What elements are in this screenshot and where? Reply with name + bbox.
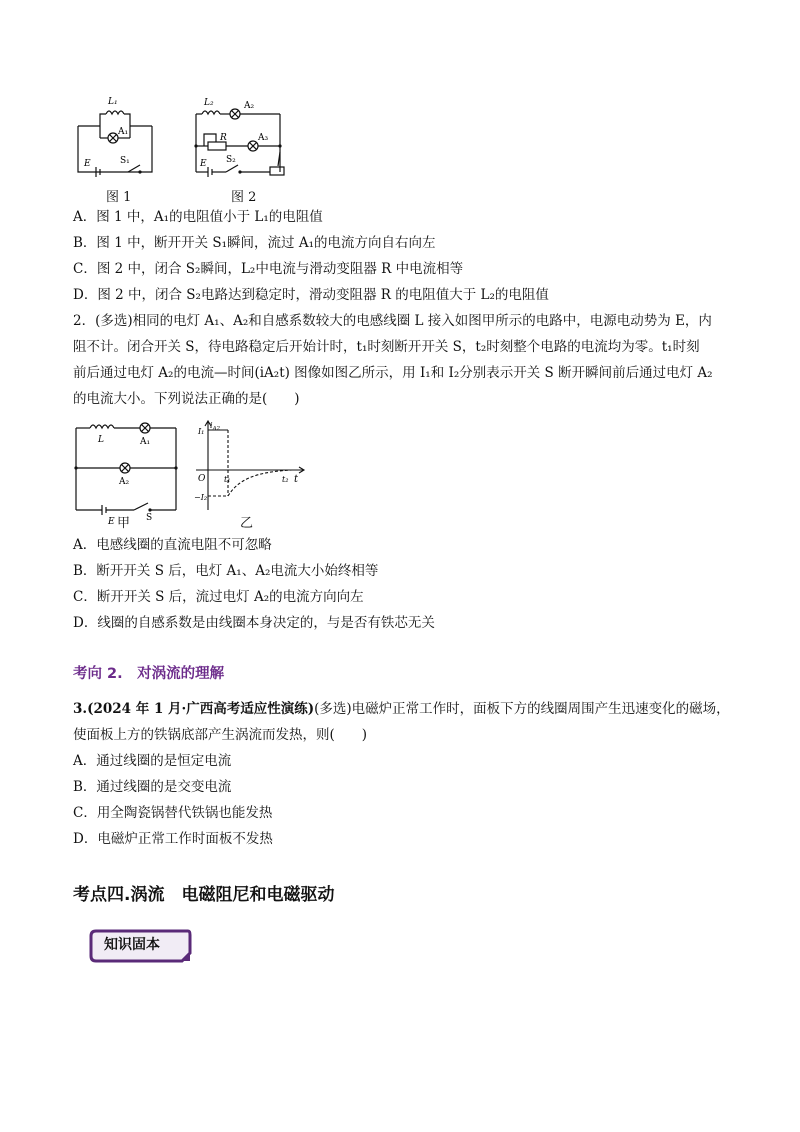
q2-option-b: B．断开开关 S 后，电灯 A₁、A₂电流大小始终相等 bbox=[73, 563, 379, 579]
jia-switch-label: S bbox=[146, 513, 153, 523]
q2-stem-line-1: 2．(多选)相同的电灯 A₁、A₂和自感系数较大的电感线圈 L 接入如图甲所示的电路中，电源电动势为 E，内 bbox=[73, 313, 712, 329]
yi-y-axis-label: $i_{A2}$ bbox=[210, 421, 221, 432]
q3-option-a: A．通过线圈的是恒定电流 bbox=[73, 753, 232, 769]
q3-stem-line-2: 使面板上方的铁锅底部产生涡流而发热，则( ) bbox=[73, 727, 368, 743]
yi-i1-label: I₁ bbox=[198, 427, 205, 436]
figure-2-circuit bbox=[190, 92, 290, 180]
jia-caption: 甲 bbox=[117, 516, 131, 531]
yi-i2-label: −I₂ bbox=[194, 493, 208, 502]
fig1-inductor-label: L₁ bbox=[108, 97, 118, 107]
fig2-switch-label: S₂ bbox=[226, 155, 236, 165]
figure-yi-graph bbox=[192, 418, 307, 513]
q2-option-a: A．电感线圈的直流电阻不可忽略 bbox=[73, 537, 272, 553]
q2-option-d: D．线圈的自感系数是由线圈本身决定的，与是否有铁芯无关 bbox=[73, 615, 435, 631]
fig1-caption: 图 1 bbox=[106, 190, 132, 205]
q2-stem-line-4: 的电流大小。下列说法正确的是( ) bbox=[73, 391, 300, 407]
knowledge-badge-label: 知识固本 bbox=[104, 937, 160, 953]
jia-source-label: E bbox=[108, 517, 115, 526]
yi-t1-label: t₁ bbox=[224, 475, 231, 484]
yi-origin-label: O bbox=[198, 474, 206, 484]
fig2-source-label: E bbox=[200, 159, 207, 169]
fig2-rheostat-label: R bbox=[220, 133, 227, 143]
q3-stem-line-1 bbox=[73, 699, 730, 719]
q1-option-c: C．图 2 中，闭合 S₂瞬间，L₂中电流与滑动变阻器 R 中电流相等 bbox=[73, 261, 464, 277]
jia-inductor-label: L bbox=[98, 435, 104, 445]
figure-1-circuit bbox=[70, 92, 160, 180]
jia-lamp1-label: A₁ bbox=[140, 437, 151, 447]
q1-option-b: B．图 1 中，断开开关 S₁瞬间，流过 A₁的电流方向自右向左 bbox=[73, 235, 436, 251]
q3-option-c: C．用全陶瓷锅替代铁锅也能发热 bbox=[73, 805, 273, 821]
jia-lamp2-label: A₂ bbox=[119, 477, 130, 487]
fig1-switch-label: S₁ bbox=[120, 156, 130, 166]
q3-stem-text: (多选)电磁炉正常工作时，面板下方的线圈周围产生迅速变化的磁场， bbox=[314, 701, 730, 717]
fig2-inductor-label: L₂ bbox=[204, 98, 214, 108]
q2-option-c: C．断开开关 S 后，流过电灯 A₂的电流方向向左 bbox=[73, 589, 364, 605]
chapter-heading-4: 考点四.涡流 电磁阻尼和电磁驱动 bbox=[73, 885, 335, 905]
fig2-lamp3-label: A₃ bbox=[258, 133, 269, 143]
yi-caption: 乙 bbox=[240, 516, 254, 531]
figure-jia-circuit bbox=[70, 418, 182, 526]
fig1-lamp-label: A₁ bbox=[118, 127, 129, 137]
fig1-source-label: E bbox=[84, 159, 91, 169]
fig2-caption: 图 2 bbox=[231, 190, 257, 205]
section-heading-2: 考向 2. 对涡流的理解 bbox=[73, 666, 225, 682]
q3-source: 3.(2024 年 1 月·广西高考适应性演练) bbox=[73, 701, 315, 717]
yi-t2-label: t₂ bbox=[282, 475, 289, 484]
q3-option-b: B．通过线圈的是交变电流 bbox=[73, 779, 232, 795]
q1-option-a: A．图 1 中，A₁的电阻值小于 L₁的电阻值 bbox=[73, 209, 323, 225]
q2-stem-line-2: 阻不计。闭合开关 S，待电路稳定后开始计时，t₁时刻断开开关 S，t₂时刻整个电路的电流均为零。t₁时刻 bbox=[73, 339, 700, 355]
yi-x-axis-label: t bbox=[294, 474, 299, 485]
q2-stem-line-3: 前后通过电灯 A₂的电流—时间(iA₂t) 图像如图乙所示，用 I₁和 I₂分别表示开关 S 断开瞬间前后通过电灯 A₂ bbox=[73, 365, 713, 381]
q1-option-d: D．图 2 中，闭合 S₂电路达到稳定时，滑动变阻器 R 的电阻值大于 L₂的电阻值 bbox=[73, 287, 549, 303]
fig2-lamp2-label: A₂ bbox=[244, 101, 255, 111]
q3-option-d: D．电磁炉正常工作时面板不发热 bbox=[73, 831, 273, 847]
